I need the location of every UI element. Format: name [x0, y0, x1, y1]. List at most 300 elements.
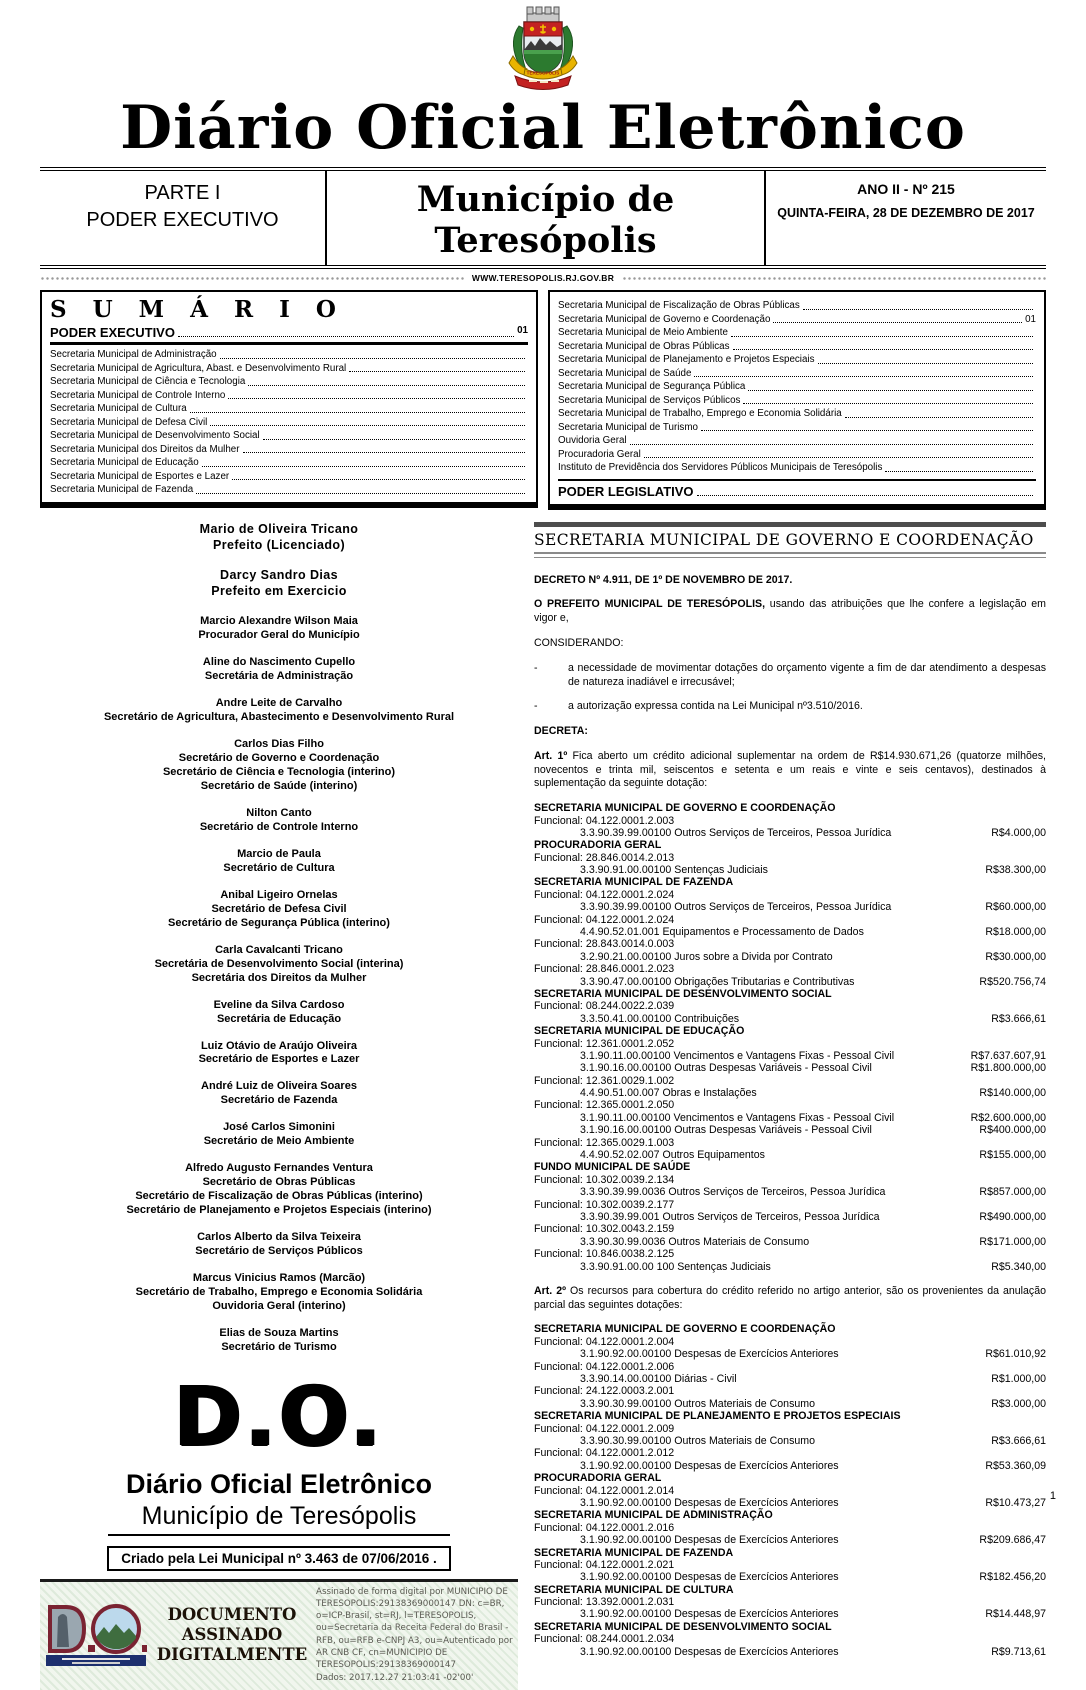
allocation-line-item	[534, 1571, 1046, 1583]
official-entry	[40, 615, 518, 643]
summary-entry-label: Ouvidoria Geral	[558, 435, 627, 447]
summary-entry	[558, 434, 1036, 448]
allocation-line-item	[534, 1348, 1046, 1360]
section-title: SECRETARIA MUNICIPAL DE GOVERNO E COORDENAÇÃO	[534, 530, 1034, 549]
do-logo-icon	[44, 1603, 148, 1667]
summary-entry-label: Secretaria Municipal de Agricultura, Abast. e Desenvolvimento Rural	[50, 362, 347, 374]
allocation-department: SECRETARIA MUNICIPAL DE CULTURA	[534, 1583, 734, 1596]
official-role: Prefeito em Exercicio	[211, 584, 347, 599]
official-role: Secretário de Controle Interno	[199, 820, 359, 833]
page-number: 1	[1049, 1490, 1056, 1502]
summary-entry-label: Secretaria Municipal de Fazenda	[50, 484, 194, 496]
allocation-line-item	[534, 1460, 1046, 1472]
summary-entry-label: Secretaria Municipal de Planejamento e Projetos Especiais	[558, 354, 815, 366]
official-role: Secretária de Educação	[216, 1012, 342, 1025]
allocation-functional: Funcional: 28.846.0001.2.023	[534, 963, 675, 976]
allocation-functional: Funcional: 10.302.0039.2.134	[534, 1173, 675, 1186]
summary-entry	[558, 353, 1036, 367]
summary-entry	[558, 394, 1036, 408]
header-part-section	[40, 171, 327, 265]
allocation-code-description: 3.3.90.47.00.00100 Obrigações Tributarias e Contributivas	[580, 975, 855, 988]
signed-document-stamp	[156, 1605, 308, 1664]
creation-law-box: Criado pela Lei Municipal nº 3.463 de 07/06/2016 .	[107, 1546, 451, 1571]
summary-entry	[50, 402, 528, 416]
allocation-amount: R$520.756,74	[979, 975, 1046, 988]
allocation-line-item	[534, 901, 1046, 913]
officials-list	[40, 522, 518, 1355]
allocation-functional: Funcional: 04.122.0001.2.009	[534, 1422, 675, 1435]
allocation-amount: R$140.000,00	[979, 1087, 1046, 1100]
summary-entry-label: Secretaria Municipal de Educação	[50, 457, 199, 469]
summary-entry	[50, 362, 528, 376]
official-role: Secretário de Turismo	[221, 1341, 337, 1353]
summary-entry-label: Secretaria Municipal dos Direitos da Mulher	[50, 443, 240, 455]
allocation-department: PROCURADORIA GERAL	[534, 1472, 662, 1485]
allocation-amount: R$3.666,61	[991, 1012, 1046, 1025]
official-name: Nilton Canto	[246, 806, 312, 819]
allocation-code-description: 3.1.90.92.00.00100 Despesas de Exercícios Anteriores	[580, 1608, 839, 1621]
summary-entry-label: Secretaria Municipal de Esportes e Lazer	[50, 470, 230, 482]
dot-leader	[232, 470, 525, 481]
allocation-line-item	[534, 1112, 1046, 1124]
official-name: Andre Leite de Carvalho	[215, 697, 343, 710]
allocation-amount: R$30.000,00	[985, 950, 1046, 963]
official-entry	[40, 568, 518, 600]
allocation-line-item	[534, 1534, 1046, 1546]
summary-legislative-heading	[558, 479, 1036, 502]
allocation-department: SECRETARIA MUNICIPAL DE DESENVOLVIMENTO SOCIAL	[534, 1620, 832, 1633]
dot-leader	[644, 448, 1033, 459]
summary-entry-label: Secretaria Municipal de Administração	[50, 349, 217, 361]
dot-leader	[196, 483, 525, 494]
official-role: Secretário de Esportes e Lazer	[198, 1053, 360, 1066]
preamble-bold: O PREFEITO MUNICIPAL DE TERESÓPOLIS,	[534, 598, 766, 611]
allocation-code-description: 3.2.90.21.00.00100 Juros sobre a Divida por Contrato	[580, 950, 833, 963]
official-role: Secretário de Agricultura, Abastecimento e Desenvolvimento Rural	[103, 711, 455, 724]
header-info-bar	[40, 167, 1046, 269]
signature-text: Assinado de forma digital por MUNICIPIO DE TERESOPOLIS:29138369000147 DN: c=BR, o=ICP-Brasil, st=RJ, l=TERESOPOLIS, ou=Secretaria da Receita Federal do Brasil - RFB, ou=RFB e-CNPJ A3, ou=Autenticado por AR CNB CF, cn=MUNICIPIO DE TERESOPOLIS:29138369000147	[316, 1586, 513, 1670]
official-name: Darcy Sandro Dias	[220, 568, 338, 583]
allocation-functional: Funcional: 04.122.0001.2.006	[534, 1360, 675, 1373]
website-url: WWW.TERESOPOLIS.RJ.GOV.BR	[471, 273, 615, 284]
decreta-label: DECRETA:	[534, 725, 588, 738]
official-entry	[40, 1040, 518, 1068]
allocation-amount: R$857.000,00	[979, 1186, 1046, 1199]
allocation-code-description: 3.3.90.91.00.00 100 Sentenças Judiciais	[580, 1260, 771, 1273]
official-role: Secretário de Fazenda	[220, 1094, 338, 1107]
summary-entry	[558, 299, 1036, 313]
allocation-code-description: 3.3.90.39.99.00100 Outros Serviços de Terceiros, Pessoa Jurídica	[580, 901, 892, 914]
official-name: Alfredo Augusto Fernandes Ventura	[185, 1162, 373, 1175]
allocation-functional: Funcional: 04.122.0001.2.014	[534, 1484, 675, 1497]
allocation-amount: R$60.000,00	[985, 901, 1046, 914]
summary-entry-label: Secretaria Municipal de Controle Interno	[50, 389, 226, 401]
allocation-department: SECRETARIA MUNICIPAL DE GOVERNO E COORDENAÇÃO	[534, 1323, 836, 1336]
article-2-label: Art. 2º	[534, 1284, 567, 1297]
spacer	[534, 1273, 1046, 1285]
allocation-amount: R$9.713,61	[991, 1645, 1046, 1658]
allocation-code-description: 3.1.90.92.00.00100 Despesas de Exercícios Anteriores	[580, 1348, 839, 1361]
dot-leader	[349, 362, 525, 373]
official-name: Mario de Oliveira Tricano	[199, 521, 359, 536]
summary-entry-label: Secretaria Municipal de Desenvolvimento Social	[50, 430, 260, 442]
allocation-amount: R$171.000,00	[979, 1235, 1046, 1248]
official-entry	[40, 697, 518, 725]
allocation-code-description: 3.3.50.41.00.00100 Contribuições	[580, 1012, 740, 1025]
stamp-line3: DIGITALMENTE	[156, 1644, 308, 1664]
official-role: Secretário de Meio Ambiente	[203, 1135, 355, 1148]
summary-entry-label: Secretaria Municipal de Saúde	[558, 367, 692, 379]
allocation-amount: R$182.456,20	[979, 1571, 1046, 1584]
allocation-amount: R$1.800.000,00	[970, 1062, 1046, 1075]
official-entry	[40, 807, 518, 835]
allocation-line-item	[534, 1186, 1046, 1198]
allocation-code-description: 3.3.90.91.00.00100 Sentenças Judiciais	[580, 864, 768, 877]
allocation-line-item	[534, 1149, 1046, 1161]
allocation-amount: R$490.000,00	[979, 1211, 1046, 1223]
allocations-article-1	[534, 802, 1046, 1273]
official-name: Elias de Souza Martins	[219, 1327, 339, 1340]
official-name: Carlos Dias Filho	[234, 738, 324, 750]
edition-date: QUINTA-FEIRA, 28 DE DEZEMBRO DE 2017	[777, 206, 1035, 221]
official-role: Secretário de Obras Públicas	[202, 1176, 356, 1189]
allocation-functional: Funcional: 28.846.0014.2.013	[534, 851, 675, 864]
allocation-amount: R$10.473,27	[985, 1496, 1046, 1509]
part-line1: PARTE I	[144, 182, 221, 205]
allocation-line-item	[534, 976, 1046, 988]
allocation-functional: Funcional: 12.365.0001.2.050	[534, 1099, 675, 1112]
official-entry	[40, 889, 518, 931]
allocation-department: SECRETARIA MUNICIPAL DE FAZENDA	[534, 876, 734, 889]
section-underline	[534, 552, 1046, 558]
official-name: Aline do Nascimento Cupello	[202, 656, 356, 669]
summary-entry-label: Secretaria Municipal de Trabalho, Emprego e Economia Solidária	[558, 408, 842, 420]
summary-left-list	[50, 348, 528, 497]
official-name: José Carlos Simonini	[223, 1121, 335, 1134]
dot-leader	[190, 402, 525, 413]
teresopolis-coat-of-arms-icon	[499, 4, 587, 96]
official-name: Marcus Vinicius Ramos (Marcão)	[192, 1272, 366, 1285]
decree-preamble	[534, 598, 1046, 626]
stamp-line1: DOCUMENTO	[167, 1605, 297, 1625]
allocation-functional: Funcional: 28.843.0014.0.003	[534, 938, 675, 951]
allocation-code-description: 3.1.90.92.00.00100 Despesas de Exercícios Anteriores	[580, 1645, 839, 1658]
summary-entry-label: Secretaria Municipal de Meio Ambiente	[558, 327, 728, 339]
summary-entry-page: 01	[1025, 313, 1036, 325]
summary-entry	[558, 326, 1036, 340]
official-entry	[40, 1121, 518, 1149]
allocation-line-item	[534, 951, 1046, 963]
official-role: Secretário de Governo e Coordenação	[178, 751, 380, 764]
allocation-amount: R$3.000,00	[991, 1397, 1046, 1410]
signature-details	[316, 1586, 514, 1684]
allocation-line-item	[534, 827, 1046, 839]
summary-title: S U M Á R I O	[50, 296, 345, 324]
article-2	[534, 1285, 1046, 1313]
allocation-line-item	[534, 1211, 1046, 1223]
allocation-functional: Funcional: 24.122.0003.2.001	[534, 1385, 675, 1398]
dot-leader	[733, 340, 1033, 351]
summary-left-box	[40, 290, 538, 508]
allocation-line-item	[534, 1013, 1046, 1025]
official-name: Anibal Ligeiro Ornelas	[220, 888, 338, 901]
summary-entry	[50, 443, 528, 457]
executive-label: PODER EXECUTIVO	[50, 325, 175, 341]
allocation-line-item	[534, 1050, 1046, 1062]
allocation-department: SECRETARIA MUNICIPAL DE FAZENDA	[534, 1546, 734, 1559]
allocation-amount: R$155.000,00	[979, 1149, 1046, 1162]
dash-bullet: -	[534, 661, 538, 674]
dot-leader	[210, 416, 525, 427]
allocation-line-item	[534, 1236, 1046, 1248]
dot-leader	[263, 429, 525, 440]
article-1-label: Art. 1º	[534, 749, 568, 762]
summary-entry	[558, 367, 1036, 381]
article-1-text: Fica aberto um crédito adicional suplementar na ordem de R$14.930.671,26 (quatorze milhões, novecentos e trinta mil, seiscentos e setenta e um reais e vinte e seis centavos), destinados à suplementação da seguinte dotação:	[534, 749, 1046, 790]
allocation-department: FUNDO MUNICIPAL DE SAÚDE	[534, 1161, 691, 1174]
allocation-line-item	[534, 864, 1046, 876]
summary-entry	[50, 375, 528, 389]
official-role: Secretário de Trabalho, Emprego e Economia Solidária	[135, 1286, 423, 1299]
allocations-article-2	[534, 1323, 1046, 1658]
allocation-functional: Funcional: 04.122.0001.2.004	[534, 1335, 675, 1348]
allocation-line-item	[534, 1124, 1046, 1136]
header-municipality: Município de Teresópolis	[416, 179, 675, 262]
allocation-code-description: 3.1.90.92.00.00100 Despesas de Exercícios Anteriores	[580, 1534, 839, 1547]
official-role: Secretário de Segurança Pública (interino)	[168, 916, 390, 929]
allocation-functional: Funcional: 13.392.0001.2.031	[534, 1596, 675, 1609]
edition-number: ANO II - Nº 215	[857, 181, 955, 198]
summary-entry	[558, 313, 1036, 327]
allocation-amount: R$2.600.000,00	[970, 1111, 1046, 1124]
allocation-amount: R$5.340,00	[991, 1260, 1046, 1273]
decree-title: DECRETO Nº 4.911, DE 1º DE NOVEMBRO DE 2017.	[534, 573, 793, 586]
chain-ornament-left	[40, 275, 464, 282]
allocation-code-description: 3.1.90.16.00.00100 Outras Despesas Variáveis - Pessoal Civil	[580, 1062, 872, 1075]
official-name: Carla Cavalcanti Tricano	[215, 943, 343, 956]
allocation-amount: R$400.000,00	[979, 1124, 1046, 1137]
summary-entry	[50, 348, 528, 362]
official-entry	[40, 1080, 518, 1108]
summary-right-box	[548, 290, 1046, 510]
considering-label: CONSIDERANDO:	[534, 636, 624, 649]
do-abbreviation: D.O.	[173, 1369, 385, 1465]
allocation-functional: Funcional: 08.244.0022.2.039	[534, 1000, 675, 1013]
allocation-code-description: 3.3.90.39.99.001 Outros Serviços de Terceiros, Pessoa Jurídica	[580, 1211, 880, 1223]
official-role: Secretário de Cultura	[223, 861, 335, 874]
content-area	[40, 522, 1046, 1690]
allocation-line-item	[534, 1062, 1046, 1074]
header-edition-section	[764, 171, 1046, 265]
summary-entry	[50, 429, 528, 443]
allocation-functional: Funcional: 04.122.0001.2.016	[534, 1521, 675, 1534]
dash-bullet: -	[534, 700, 538, 713]
allocation-code-description: 3.1.90.92.00.00100 Despesas de Exercícios Anteriores	[580, 1571, 839, 1584]
gazette-title: Diário Oficial Eletrônico	[120, 93, 966, 163]
allocation-line-item	[534, 1261, 1046, 1273]
allocation-code-description: 4.4.90.51.00.007 Obras e Instalações	[580, 1087, 757, 1100]
allocation-code-description: 4.4.90.52.01.001 Equipamentos e Processamento de Dados	[580, 926, 864, 939]
dot-leader	[630, 434, 1033, 445]
official-entry	[40, 656, 518, 684]
official-name: Luiz Otávio de Araújo Oliveira	[200, 1039, 358, 1052]
official-entry	[40, 1162, 518, 1218]
official-role: Secretário de Serviços Públicos	[195, 1245, 363, 1258]
considering-text: a autorização expressa contida na Lei Municipal nº3.510/2016.	[568, 700, 863, 713]
allocation-code-description: 3.3.90.39.99.00100 Outros Serviços de Terceiros, Pessoa Jurídica	[580, 826, 892, 839]
summary-entry-label: Secretaria Municipal de Segurança Pública	[558, 381, 746, 393]
official-role: Secretário de Planejamento e Projetos Especiais (interino)	[126, 1204, 432, 1217]
allocation-line-item	[534, 1646, 1046, 1658]
allocation-functional: Funcional: 04.122.0001.2.021	[534, 1558, 675, 1571]
svg-text:TERESOPOLIS: TERESOPOLIS	[526, 70, 560, 76]
considering-item	[534, 700, 1046, 714]
official-name: André Luiz de Oliveira Soares	[201, 1080, 357, 1093]
officials-column	[40, 522, 518, 1690]
article-2-text: Os recursos para cobertura do crédito referido no artigo anterior, são os provenientes da anulação parcial das seguintes dotações:	[534, 1284, 1046, 1311]
considering-item	[534, 662, 1046, 690]
official-entry	[40, 1272, 518, 1314]
summary-entry-label: Secretaria Municipal de Defesa Civil	[50, 416, 208, 428]
allocation-functional: Funcional: 10.302.0039.2.177	[534, 1198, 675, 1211]
official-role: Secretária de Desenvolvimento Social (interina)	[154, 957, 404, 970]
summary-entry	[50, 416, 528, 430]
summary-entry	[558, 461, 1036, 475]
signature-date: Dados: 2017.12.27 21:03:41 -02'00'	[316, 1673, 474, 1684]
official-role: Secretária dos Direitos da Mulher	[191, 971, 367, 984]
dot-leader	[228, 389, 525, 400]
dot-leader	[743, 394, 1033, 405]
summary-section	[40, 290, 1046, 510]
dot-leader	[818, 353, 1034, 364]
allocation-code-description: 3.3.90.30.99.00100 Outros Materiais de Consumo	[580, 1397, 815, 1410]
official-entry	[40, 848, 518, 876]
allocation-department: SECRETARIA MUNICIPAL DE EDUCAÇÃO	[534, 1025, 745, 1038]
official-entry	[40, 1327, 518, 1355]
allocation-department: PROCURADORIA GERAL	[534, 839, 662, 852]
official-role: Secretário de Fiscalização de Obras Públicas (interino)	[135, 1190, 423, 1203]
allocation-code-description: 3.1.90.11.00.00100 Vencimentos e Vantagens Fixas - Pessoal Civil	[580, 1111, 895, 1124]
allocation-code-description: 3.1.90.11.00.00100 Vencimentos e Vantagens Fixas - Pessoal Civil	[580, 1049, 895, 1062]
summary-entry	[50, 483, 528, 497]
official-name: Marcio de Paula	[237, 847, 321, 860]
allocation-line-item	[534, 926, 1046, 938]
dot-leader	[694, 367, 1033, 378]
summary-entry-label: Procuradoria Geral	[558, 448, 641, 460]
official-name: Carlos Alberto da Silva Teixeira	[197, 1231, 361, 1244]
dot-leader	[731, 326, 1033, 337]
summary-entry	[50, 389, 528, 403]
dot-leader	[748, 380, 1033, 391]
summary-executive-heading	[50, 325, 528, 345]
allocation-code-description: 3.3.90.30.99.0036 Outros Materiais de Consumo	[580, 1235, 810, 1248]
summary-entry-label: Secretaria Municipal de Governo e Coordenação	[558, 313, 771, 325]
allocation-code-description: 3.1.90.16.00.00100 Outras Despesas Variáveis - Pessoal Civil	[580, 1124, 872, 1137]
do-municipality: Município de Teresópolis	[108, 1502, 451, 1536]
allocation-amount: R$18.000,00	[985, 926, 1046, 939]
allocation-amount: R$14.448,97	[985, 1608, 1046, 1621]
dot-leader	[202, 456, 525, 467]
allocation-functional: Funcional: 04.122.0001.2.024	[534, 913, 675, 926]
allocation-amount: R$61.010,92	[985, 1348, 1046, 1361]
allocation-amount: R$4.000,00	[991, 826, 1046, 839]
allocation-functional: Funcional: 12.365.0029.1.003	[534, 1136, 675, 1149]
dot-leader	[243, 443, 526, 454]
official-role: Secretário de Defesa Civil	[211, 902, 347, 915]
dot-leader	[885, 461, 1033, 472]
official-entry	[40, 1231, 518, 1259]
official-entry	[40, 738, 518, 794]
decree-column	[534, 522, 1046, 1690]
summary-entry	[558, 340, 1036, 354]
allocation-amount: R$38.300,00	[985, 864, 1046, 877]
allocation-functional: Funcional: 04.122.0001.2.024	[534, 888, 675, 901]
part-line2: PODER EXECUTIVO	[86, 209, 279, 232]
allocation-line-item	[534, 1608, 1046, 1620]
official-role: Secretário de Saúde (interino)	[200, 779, 358, 792]
header-coat-of-arms-area	[0, 0, 1086, 98]
allocation-code-description: 3.1.90.92.00.00100 Despesas de Exercícios Anteriores	[580, 1496, 839, 1509]
summary-entry-label: Instituto de Previdência dos Servidores Públicos Municipais de Teresópolis	[558, 462, 883, 474]
considering-text: a necessidade de movimentar dotações do orçamento vigente a fim de dar atendimento a despesas de natureza inadiável e irrecusável;	[568, 661, 1046, 688]
summary-entry	[558, 407, 1036, 421]
official-entry	[40, 999, 518, 1027]
summary-entry-label: Secretaria Municipal de Cultura	[50, 403, 187, 415]
summary-entry	[558, 380, 1036, 394]
allocation-code-description: 3.3.90.30.99.00100 Outros Materiais de Consumo	[580, 1435, 815, 1447]
summary-entry-label: Secretaria Municipal de Fiscalização de Obras Públicas	[558, 300, 800, 312]
official-entry	[40, 522, 518, 554]
chain-ornament-right	[622, 275, 1046, 282]
allocation-department: SECRETARIA MUNICIPAL DE PLANEJAMENTO E PROJETOS ESPECIAIS	[534, 1410, 901, 1423]
summary-entry	[50, 470, 528, 484]
allocation-functional: Funcional: 10.302.0043.2.159	[534, 1223, 675, 1236]
summary-entry-label: Secretaria Municipal de Serviços Públicos	[558, 394, 741, 406]
official-entry	[40, 944, 518, 986]
summary-entry	[50, 456, 528, 470]
digital-signature-strip	[40, 1579, 518, 1690]
allocation-functional: Funcional: 10.846.0038.2.125	[534, 1248, 675, 1261]
dot-leader	[248, 375, 525, 386]
summary-entry-label: Secretaria Municipal de Ciência e Tecnologia	[50, 376, 246, 388]
summary-entry	[558, 448, 1036, 462]
official-role: Prefeito (Licenciado)	[212, 537, 346, 552]
dot-leader	[701, 421, 1033, 432]
allocation-line-item	[534, 1497, 1046, 1509]
summary-entry-label: Secretaria Municipal de Turismo	[558, 421, 698, 433]
allocation-functional: Funcional: 12.361.0029.1.002	[534, 1074, 675, 1087]
allocation-amount: R$209.686,47	[979, 1534, 1046, 1547]
summary-right-list	[558, 299, 1036, 475]
official-role: Procurador Geral do Município	[198, 629, 360, 642]
summary-entry	[558, 421, 1036, 435]
legislative-label: PODER LEGISLATIVO	[558, 483, 694, 499]
allocation-line-item	[534, 1373, 1046, 1385]
official-name: Marcio Alexandre Wilson Maia	[200, 615, 358, 628]
allocation-department: SECRETARIA MUNICIPAL DE ADMINISTRAÇÃO	[534, 1509, 773, 1522]
executive-page: 01	[517, 325, 528, 337]
allocation-functional: Funcional: 04.122.0001.2.012	[534, 1447, 675, 1460]
official-role: Secretária de Administração	[204, 670, 354, 683]
do-title: Diário Oficial Eletrônico	[125, 1468, 433, 1499]
allocation-code-description: 3.1.90.92.00.00100 Despesas de Exercícios Anteriores	[580, 1459, 839, 1472]
allocation-line-item	[534, 1398, 1046, 1410]
allocation-code-description: 3.3.90.39.99.0036 Outros Serviços de Terceiros, Pessoa Jurídica	[580, 1186, 886, 1199]
allocation-amount: R$3.666,61	[991, 1435, 1046, 1447]
preamble-rest: usando das atribuições que lhe confere a legislação em vigor e,	[534, 598, 1046, 625]
allocation-functional: Funcional: 04.122.0001.2.003	[534, 814, 675, 827]
allocation-code-description: 3.3.90.14.00.00100 Diárias - Civil	[580, 1373, 737, 1386]
